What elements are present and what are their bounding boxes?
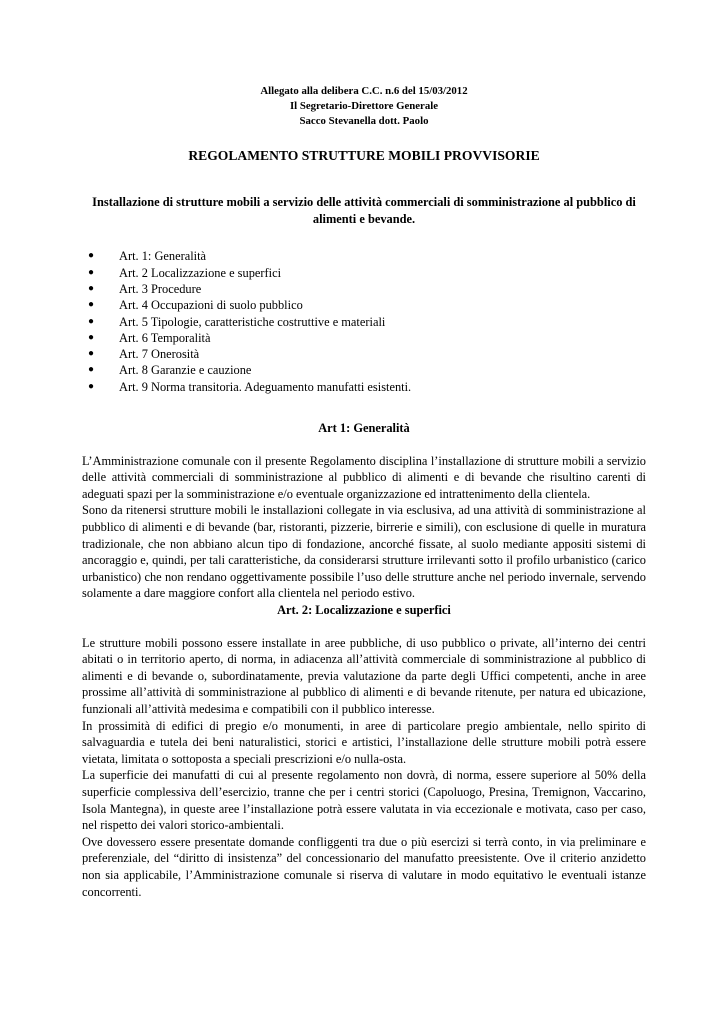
bullet-icon: ● (88, 380, 95, 392)
toc-item-label: Art. 2 Localizzazione e superfici (119, 265, 282, 280)
bullet-icon: ● (88, 348, 95, 360)
section-2-paragraph-2: In prossimità di edifici di pregio e/o monumenti, in aree di particolare pregio ambientale, nello spirito di salvaguardia e tutela dei beni naturalistici, storici e artistici, l’installazione delle strutture mobili potrà essere vietata, limitata o sottoposta a speciali prescrizioni e/o nulla-osta. (82, 718, 646, 766)
toc-item-label: Art. 5 Tipologie, caratteristiche costruttive e materiali (119, 314, 386, 329)
header-line-deliberation: Allegato alla delibera C.C. n.6 del 15/03/2012 (260, 85, 468, 97)
toc-item-label: Art. 7 Onerosità (119, 347, 200, 362)
bullet-icon: ● (88, 315, 95, 327)
bullet-icon: ● (88, 331, 95, 343)
section-2-title: Art. 2: Localizzazione e superfici (277, 603, 451, 617)
toc-item-label: Art. 4 Occupazioni di suolo pubblico (119, 298, 303, 313)
toc-item (88, 314, 646, 330)
document-subtitle: Installazione di strutture mobili a servizio delle attività commerciali di somministrazione al pubblico di alimenti e bevande. (92, 195, 636, 226)
toc-item (88, 265, 646, 281)
toc-item-label: Art. 6 Temporalità (119, 330, 211, 345)
header-line-secretary-role: Il Segretario-Direttore Generale (289, 100, 439, 113)
spacer (82, 619, 646, 635)
section-2-paragraph-4: Ove dovessero essere presentate domande confliggenti tra due o più esercizi si terrà conto, in via preliminare e preferenziale, del “diritto di insistenza” del concessionario del manufatto preesistente. Ove il criterio anzidetto non sia applicabile, l’Amministrazione comunale si riserva di valutare in modo equitativo le eventuali istanze concorrenti. (82, 834, 646, 899)
spacer (82, 437, 646, 453)
toc-item (88, 248, 646, 264)
toc-item (88, 379, 646, 395)
document-header (82, 84, 646, 130)
toc-item (88, 362, 646, 378)
toc-item-label: Art. 1: Generalità (119, 249, 207, 264)
bullet-icon: ● (88, 364, 95, 376)
bullet-icon: ● (88, 266, 95, 278)
toc-item-label: Art. 3 Procedure (119, 281, 202, 296)
toc-item (88, 281, 646, 297)
table-of-contents (82, 248, 646, 395)
section-2-paragraph-1: Le strutture mobili possono essere installate in aree pubbliche, di uso pubblico o private, all’interno dei centri abitati o in territorio aperto, di norma, in adiacenza all’attività commerciale di somministrazione al pubblico di alimenti e di bevande o, subordinatamente, previa valutazione da parte degli Uffici competenti, anche in aree prossime all’attività di somministrazione al pubblico di alimenti e di bevande ritenute, per natura ed ubicazione, funzionali all’attività medesima e compatibili con il pubblico interesse. (82, 635, 646, 716)
toc-item-label: Art. 8 Garanzie e cauzione (119, 363, 252, 378)
toc-item-label: Art. 9 Norma transitoria. Adeguamento manufatti esistenti. (119, 379, 412, 394)
header-line-secretary-name: Sacco Stevanella dott. Paolo (299, 115, 429, 128)
toc-item (88, 346, 646, 362)
bullet-icon: ● (88, 250, 95, 262)
document-title: REGOLAMENTO STRUTTURE MOBILI PROVVISORIE (188, 147, 540, 163)
section-2-paragraph-3: La superficie dei manufatti di cui al presente regolamento non dovrà, di norma, essere superiore al 50% della superficie complessiva dell’esercizio, tranne che per i centri storici (Capoluogo, Presina, Tremignon, Vaccarino, Isola Mantegna), in queste aree l’installazione potrà essere valutata in via eccezionale e motivata, caso per caso, nel rispetto dei valori storico-ambientali. (82, 768, 646, 833)
section-1-title: Art 1: Generalità (318, 421, 410, 436)
toc-item (88, 330, 646, 346)
section-1-paragraph-1: L’Amministrazione comunale con il presente Regolamento disciplina l’installazione di strutture mobili a servizio delle attività commerciali di somministrazione al pubblico di alimenti e di bevande che risultino carenti di adeguati spazi per la somministrazione e/o eventuale organizzazione ed intrattenimento della clientela. (82, 453, 646, 501)
bullet-icon: ● (88, 282, 95, 294)
section-1-paragraph-2: Sono da ritenersi strutture mobili le installazioni collegate in via esclusiva, ad una attività di somministrazione al pubblico di alimenti e di bevande (bar, ristoranti, pizzerie, birrerie e simili), con esclusione di quelle in muratura tradizionale, che non abbiano alcun tipo di fondazione, ancorché fissate, al suolo mediante appositi sistemi di ancoraggio e, quindi, per tali caratteristiche, da considerarsi strutture irrilevanti sotto il profilo urbanistico (carico urbanistico) che non rendano oggettivamente possibile l’uso delle strutture anche nel periodo invernale, servendo solamente a dare maggiore confort alla clientela nel periodo estivo. (82, 503, 646, 601)
bullet-icon: ● (88, 299, 95, 311)
toc-item (88, 297, 646, 313)
